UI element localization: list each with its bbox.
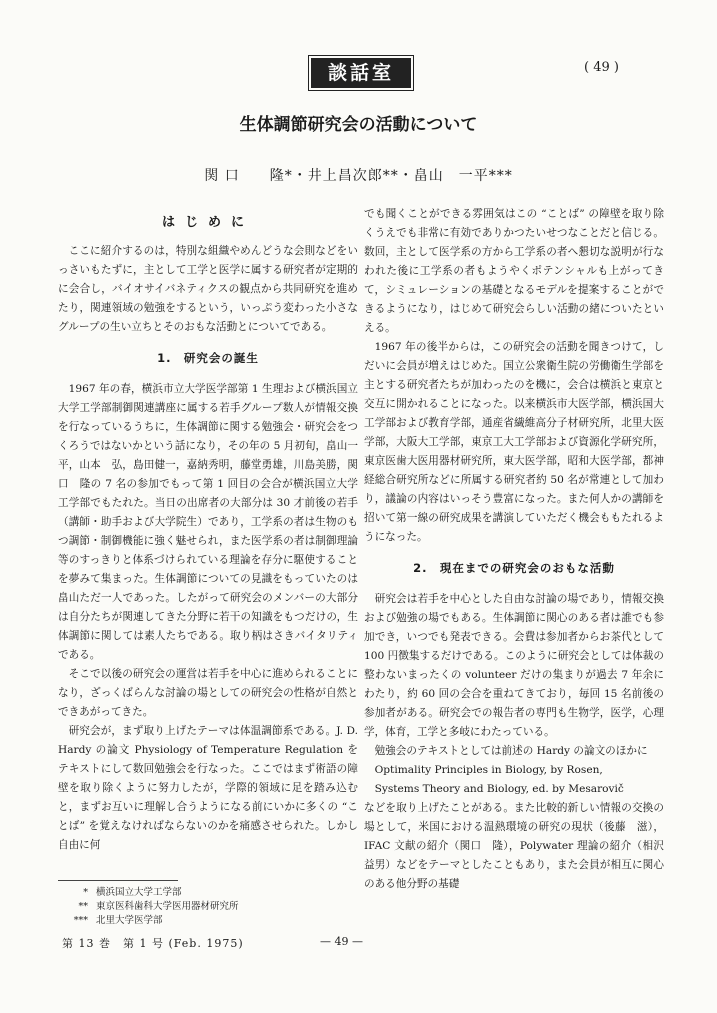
left-column	[58, 205, 358, 855]
reference-1: Optimality Principles in Biology, by Rosen,	[374, 764, 603, 776]
footnote: * 横浜国立大学工学部	[83, 887, 182, 898]
section-1-heading: 1. 研究会の誕生	[157, 351, 259, 365]
footnote-divider	[58, 880, 178, 881]
section-1-paragraph-1: 1967 年の春，横浜市立大学医学部第 1 生理および横浜国立大学工学部制御関連講座に属する若手グループ数人が情報交換を行なっているうちに，生体調節に関する勉強会・研究会をつくろうではないかという話になり，その年の 5 月初旬，畠山一平，山本 弘，島田健一，嘉納秀明，藤堂勇雄，川島美勝，関口 隆の 7 名の参加でもって第 1 回目の会合が横浜国立大学工学部でもたれた。当日の出席者の大部分は 30 才前後の若手（講師・助手および大学院生）であり，工学系の者は生物のもつ調節・制御機能に強く魅せられ，また医学系の者は制御理論等のすっきりと体系づけられている理論を存分に駆使することを夢みて集まった。生体調節についての見識をもっていたのは畠山ただ一人であった。したがって研究会のメンバーの大部分は自分たちが関連してきた分野に若干の知識をもつだけの，生体調節に関しては素人たちである。取り柄はさきバイタリティである。	[58, 383, 358, 661]
footer-page-number: — 49 —	[320, 935, 363, 948]
section-2-heading: 2. 現在までの研究会のおもな活動	[413, 561, 615, 575]
continued-paragraph: でも聞くことができる雰囲気はこの “ことば” の障壁を取り除くうえでも非常に有効でありかつたいせつなことだと信じる。数回，主として医学系の方から工学系の者へ懇切な説明が行なわれた後に工学系の者もようやくポテンシャルも上がってきて，シミュレーションの基礎となるモデルを提案することができるようになり，はじめて研究会らしい活動の緒についたといえる。	[364, 208, 664, 334]
section-2-paragraph-3: などを取り上げたことがある。また比較的新しい情報の交換の場として，米国における温熱環境の研究の現状（後藤 滋），IFAC 文献の紹介（関口 隆），Polywater 理論の紹介（相沢益男）などをテーマとしたこともあり，また会員が相互に関心のある他分野の基礎	[364, 802, 664, 890]
page-number: ( 49 )	[584, 60, 619, 75]
article-title: 生体調節研究会の活動について	[239, 115, 478, 135]
paragraph-1967: 1967 年の後半からは，この研究会の活動を聞きつけて，しだいに会員が増えはじめた。国立公衆衛生院の労働衛生学部を主とする研究者たちが加わったのを機に，会合は横浜と東京と交互に開かれることになった。以来横浜市大医学部，横浜国大工学部および教育学部，通産省繊維高分子材研究所，北里大医学部，大阪大工学部，東京工大工学部および資源化学研究所，東京医歯大医用器材研究所，東大医学部，昭和大医学部，都神経総合研究所などに所属する研究者約 50 名が常連として加わり，議論の内容はいっそう豊富になった。また何人かの講師を招いて第一線の研究成果を講演していただく機会ももたれるようになった。	[364, 341, 664, 543]
right-column	[364, 205, 664, 894]
volume-info: 第 13 巻 第 1 号 (Feb. 1975)	[62, 937, 244, 950]
reference-2: Systems Theory and Biology, ed. by Mesarovič	[374, 783, 624, 795]
section-2-paragraph-2: 勉強会のテキストとしては前述の Hardy の論文のほかに	[374, 745, 648, 757]
section-1-paragraph-3: 研究会が，まず取り上げたテーマは体温調節系である。J. D. Hardy の論文 Physiology of Temperature Regulation をテキストにして数回勉強会を行なった。ここではまず術語の障壁を取り除くように努力したが，学際的領域に足を踏み込むと，まずお互いに理解し合うようになる前にいかに多くの “ことば” を覚えなければならないのかを痛感させられた。しかし自由に何	[58, 725, 358, 851]
section-tag: 談話室	[311, 58, 411, 88]
footnotes	[62, 886, 239, 928]
intro-paragraph: ここに紹介するのは，特別な組織やめんどうな会則などをいっさいもたずに，主として工学と医学に属する研究者が定期的に会合し，バイオサイバネティクスの観点から共同研究を進めたり，関連領域の勉強をするという，いっぷう変わった小さなグループの生い立ちとそのおもな活動とについてである。	[58, 245, 358, 333]
section-1-paragraph-2: そこで以後の研究会の運営は若手を中心に進められることになり，ざっくばらんな討論の場としての研究会の性格が自然とできあがってきた。	[58, 668, 358, 718]
intro-heading: はじめに	[161, 215, 254, 230]
footnote: *** 北里大学医学部	[73, 915, 163, 926]
section-2-paragraph-1: 研究会は若手を中心とした自由な討論の場であり，情報交換および勉強の場でもある。生体調節に関心のある者は誰でも参加でき，いつでも発表できる。会費は参加者からお茶代として 100 円徴集するだけである。このように研究会としては体裁の整わないまったくの volunteer だけの集まりが過去 7 年余にわたり，約 60 回の会合を重ねてきており，毎回 15 名前後の参加者がある。研究会での報告者の専門も生物学，医学，心理学，体育，工学と多岐にわたっている。	[364, 593, 664, 738]
footnote: ** 東京医科歯科大学医用器材研究所	[78, 901, 239, 912]
authors: 関 口 隆*・井上昌次郎**・畠山 一平***	[204, 168, 513, 184]
